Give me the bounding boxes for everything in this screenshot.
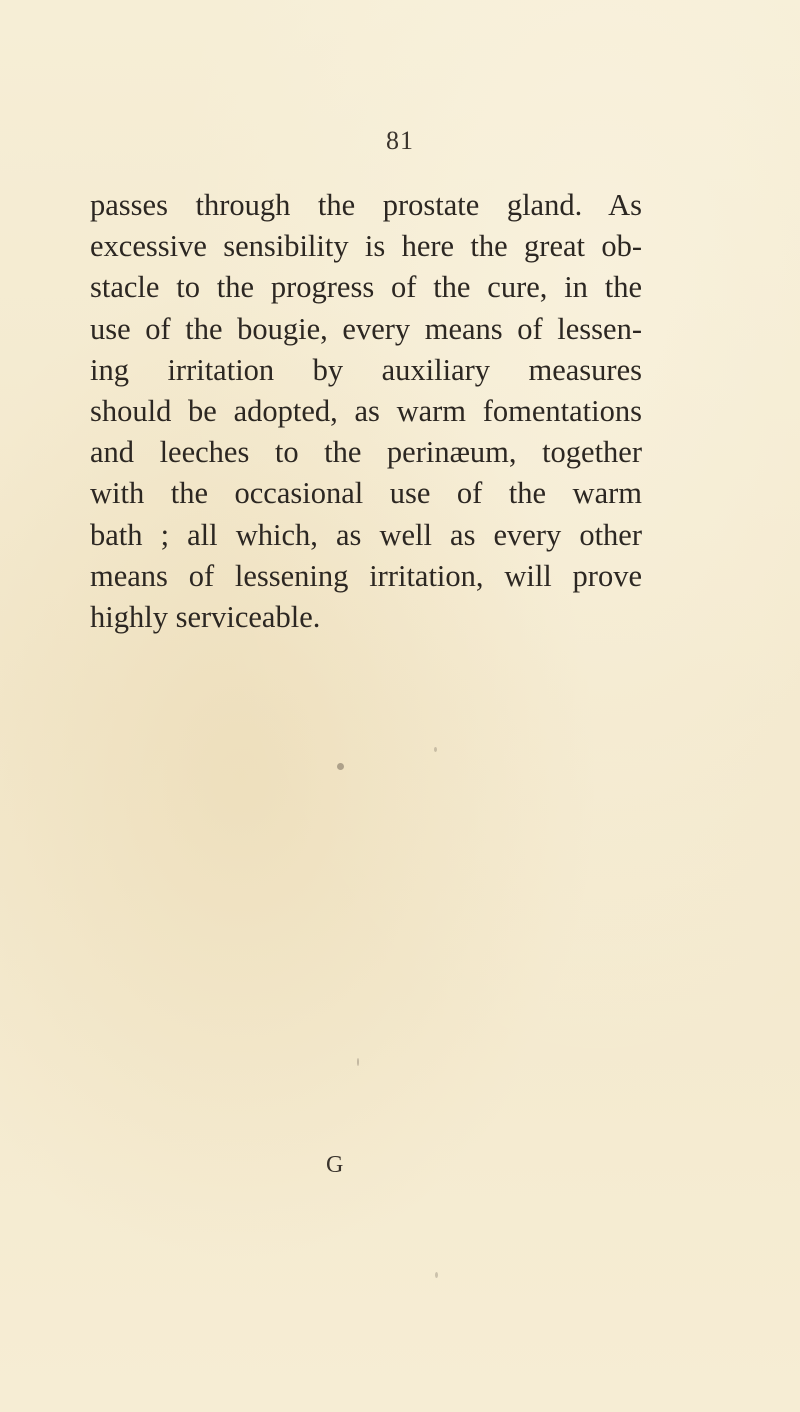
paper-speck	[357, 1058, 359, 1066]
page-number: 81	[386, 126, 414, 155]
text-line: ing irritation by auxiliary measures	[90, 352, 642, 387]
text-line: passes through the prostate gland. As	[90, 188, 642, 222]
text-line: bath ; all which, as well as every other	[90, 517, 642, 552]
text-line: with the occasional use of the warm	[90, 476, 642, 511]
text-line: should be adopted, as warm fomentations	[90, 393, 642, 428]
paper-speck	[435, 1272, 438, 1278]
text-line: means of lessening irritation, will prove	[90, 558, 642, 593]
body-paragraph	[90, 185, 642, 638]
signature-mark: G	[326, 1152, 344, 1178]
text-line: stacle to the progress of the cure, in the	[90, 270, 642, 305]
paper-speck	[434, 747, 437, 752]
text-line: use of the bougie, every means of lessen-	[90, 311, 642, 346]
text-line: and leeches to the perinæum, together	[90, 435, 642, 470]
text-line: highly serviceable.	[90, 599, 321, 634]
paper-speck	[337, 763, 344, 770]
text-line: excessive sensibility is here the great ob-	[90, 229, 642, 264]
